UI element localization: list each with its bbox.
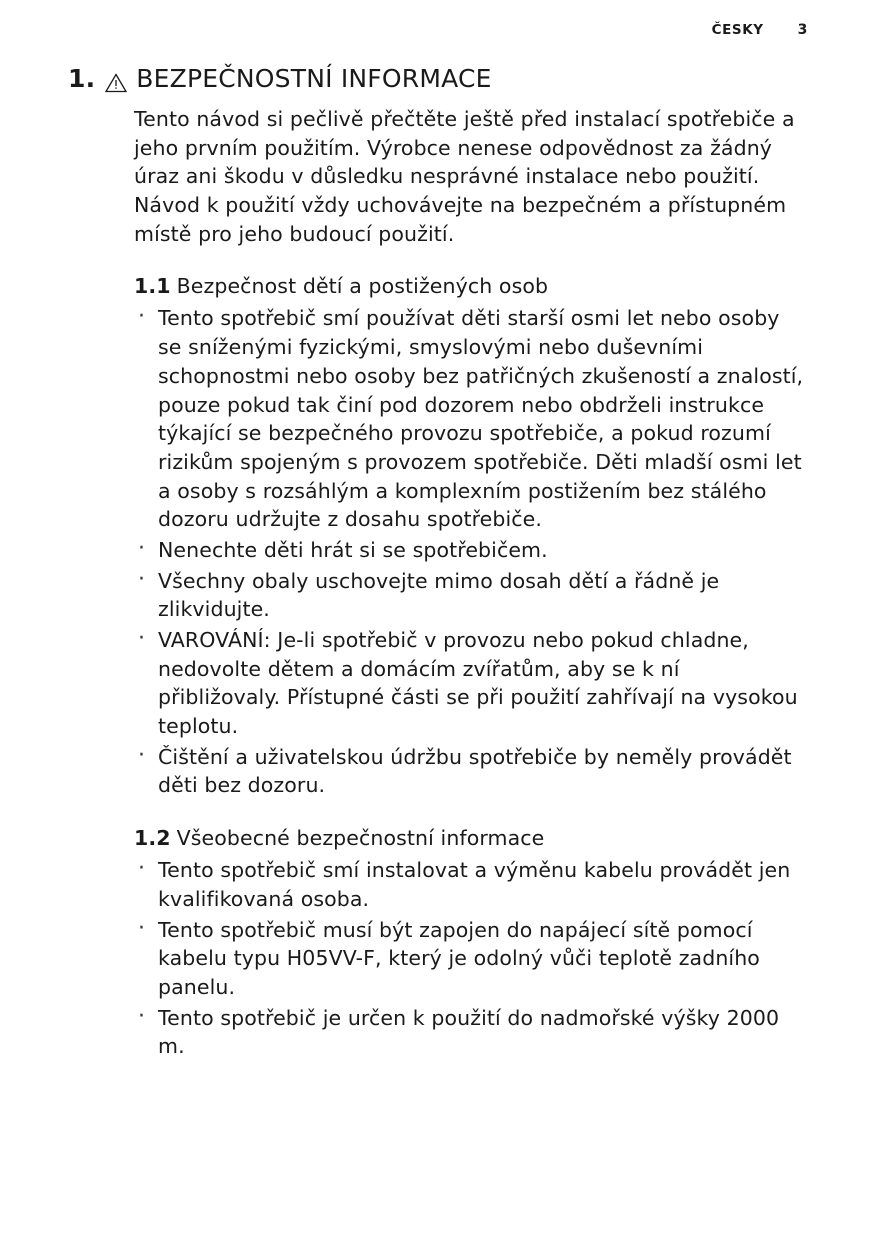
- section-number: 1.2: [134, 826, 171, 851]
- list-item: · Všechny obaly uschovejte mimo dosah dětí a řádně je zlikvidujte.: [134, 567, 808, 624]
- list-item: · VAROVÁNÍ: Je-li spotřebič v provozu nebo pokud chladne, nedovolte dětem a domácím zvířatům, aby se k ní přibližovaly. Přístupné části se při použití zahřívají na vysokou teplotu.: [134, 626, 808, 741]
- list-item: · Nenechte děti hrát si se spotřebičem.: [134, 536, 808, 565]
- list-item: · Tento spotřebič smí instalovat a výměnu kabelu provádět jen kvalifikovaná osoba.: [134, 856, 808, 913]
- list-item: · Tento spotřebič musí být zapojen do napájecí sítě pomocí kabelu typu H05VV-F, který je odolný vůči teplotě zadního panelu.: [134, 916, 808, 1002]
- warning-triangle-icon: [105, 70, 127, 90]
- section-list-1-1: [134, 304, 808, 800]
- chapter-body: [134, 105, 808, 1061]
- section-title: Všeobecné bezpečnostní informace: [176, 826, 545, 851]
- intro-paragraph: Tento návod si pečlivě přečtěte ještě před instalací spotřebiče a jeho prvním použitím. Výrobce nenese odpovědnost za žádný úraz ani škodu v důsledku nesprávné instalace nebo použití. Návod k použití vždy uchovávejte na bezpečném a přístupném místě pro jeho budoucí použití.: [134, 107, 795, 246]
- header-language: ČESKY: [711, 22, 764, 38]
- chapter-title: BEZPEČNOSTNÍ INFORMACE: [136, 64, 492, 93]
- section-heading-1-1: [134, 274, 808, 298]
- section-title: Bezpečnost dětí a postižených osob: [176, 274, 549, 299]
- list-item: · Čištění a uživatelskou údržbu spotřebiče by neměly provádět děti bez dozoru.: [134, 743, 808, 800]
- chapter-number: 1.: [68, 64, 96, 93]
- list-item: · Tento spotřebič je určen k použití do nadmořské výšky 2000 m.: [134, 1004, 808, 1061]
- section-heading-1-2: [134, 826, 808, 850]
- page-header: [56, 22, 818, 42]
- list-item: · Tento spotřebič smí používat děti starší osmi let nebo osoby se sníženými fyzickými, smyslovými nebo duševními schopnostmi nebo osoby bez patřičných zkušeností a znalostí, pouze pokud tak činí pod dozorem nebo obdrželi instrukce týkající se bezpečného provozu spotřebiče, a pokud rozumí rizikům spojeným s provozem spotřebiče. Děti mladší osmi let a osoby s rozsáhlým a komplexním postižením bez stálého dozoru udržujte z dosahu spotřebiče.: [134, 304, 808, 534]
- section-number: 1.1: [134, 274, 171, 299]
- header-page-number: 3: [797, 22, 808, 38]
- section-list-1-2: [134, 856, 808, 1061]
- chapter-heading: [68, 64, 818, 93]
